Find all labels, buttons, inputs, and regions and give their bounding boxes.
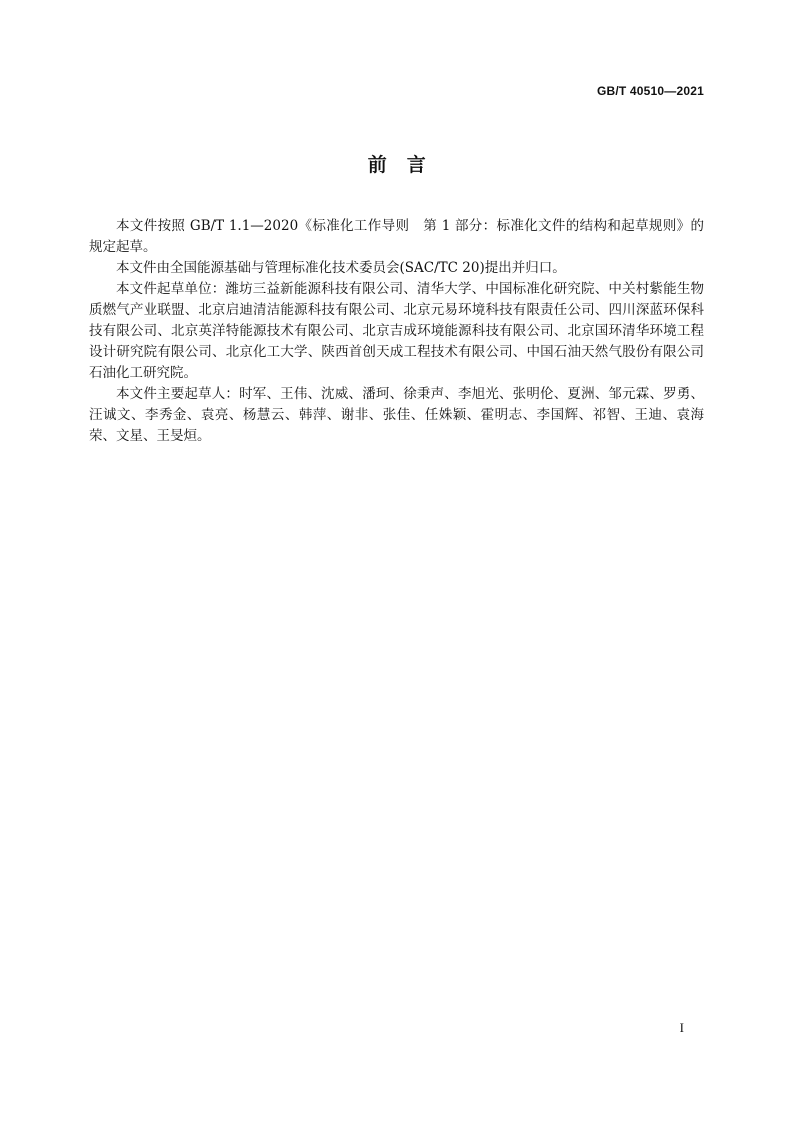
- paragraph-drafting-basis: 本文件按照 GB/T 1.1—2020《标准化工作导则 第 1 部分：标准化文件的结构和起草规则》的规定起草。: [89, 218, 704, 255]
- paragraph-drafters: 本文件主要起草人：时军、王伟、沈威、潘珂、徐秉声、李旭光、张明伦、夏洲、邹元霖、罗勇、汪诚文、李秀金、袁亮、杨慧云、韩萍、谢非、张佳、任姝颖、霍明志、李国辉、祁智、王迪、袁海荣、文星、王旻烜。: [89, 386, 704, 444]
- preface-body: [89, 216, 704, 447]
- paragraph-drafting-units: 本文件起草单位：潍坊三益新能源科技有限公司、清华大学、中国标准化研究院、中关村紫能生物质燃气产业联盟、北京启迪清洁能源科技有限公司、北京元易环境科技有限责任公司、四川深蓝环保科技有限公司、北京英洋特能源技术有限公司、北京吉成环境能源科技有限公司、北京国环清华环境工程设计研究院有限公司、北京化工大学、陕西首创天成工程技术有限公司、中国石油天然气股份有限公司石油化工研究院。: [89, 281, 704, 381]
- paragraph-proposer: 本文件由全国能源基础与管理标准化技术委员会(SAC/TC 20)提出并归口。: [116, 260, 566, 276]
- page-number: I: [679, 1020, 684, 1035]
- page-title: 前 言: [367, 154, 427, 176]
- document-code: GB/T 40510—2021: [596, 84, 704, 98]
